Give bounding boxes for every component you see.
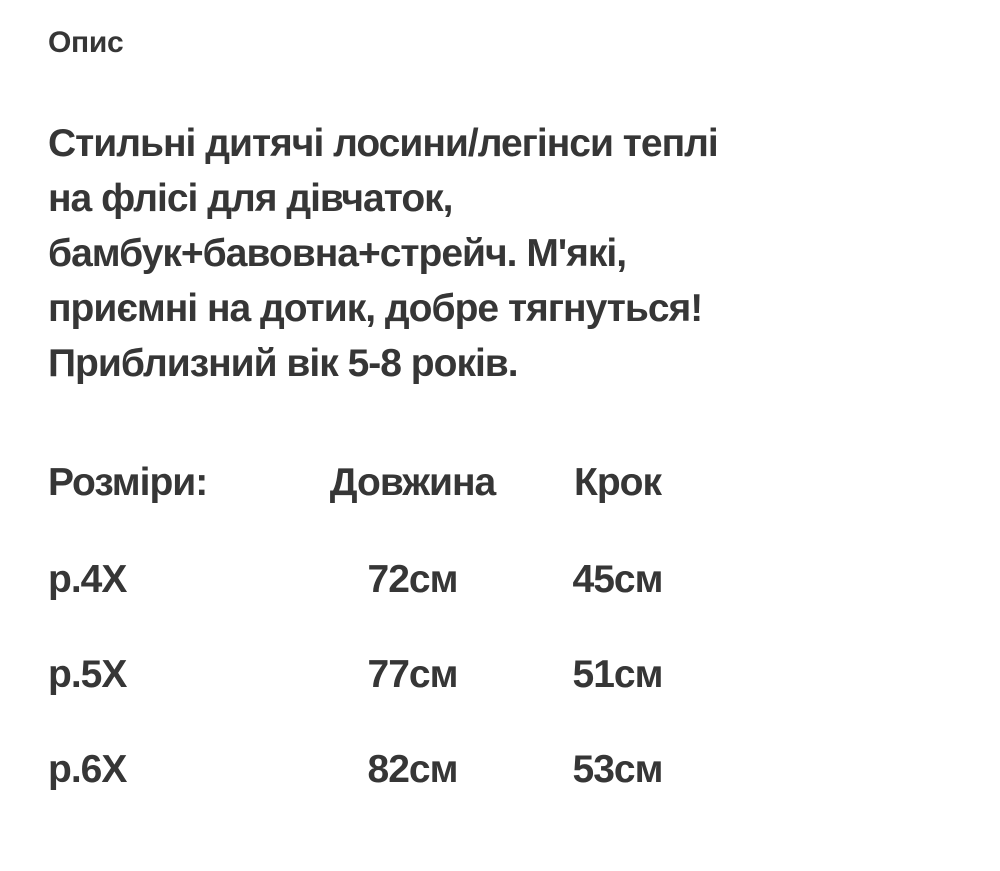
description-line: Приблизний вік 5-8 років. <box>48 342 518 385</box>
size-cell: р.5Х <box>48 653 127 696</box>
length-cell: 72см <box>367 558 458 601</box>
product-description <box>48 116 960 391</box>
step-cell: 53см <box>572 748 663 791</box>
description-line: бамбук+бавовна+стрейч. М'які, <box>48 232 627 275</box>
size-table-header-step: Крок <box>574 461 661 504</box>
step-cell: 45см <box>572 558 663 601</box>
length-cell: 77см <box>367 653 458 696</box>
description-line: на флісі для дівчаток, <box>48 177 453 220</box>
table-row <box>48 742 960 797</box>
section-title: Опис <box>48 26 124 59</box>
size-table-header-length: Довжина <box>329 461 496 504</box>
size-table-header-row <box>48 455 960 510</box>
size-cell: р.4Х <box>48 558 127 601</box>
table-row <box>48 552 960 607</box>
step-cell: 51см <box>572 653 663 696</box>
description-line: приємні на дотик, добре тягнуться! <box>48 287 703 330</box>
description-line: Стильні дитячі лосини/легінси теплі <box>48 122 718 165</box>
length-cell: 82см <box>367 748 458 791</box>
table-row <box>48 647 960 702</box>
size-table-header-size: Розміри: <box>48 461 208 504</box>
size-cell: р.6Х <box>48 748 127 791</box>
size-table <box>48 455 960 797</box>
